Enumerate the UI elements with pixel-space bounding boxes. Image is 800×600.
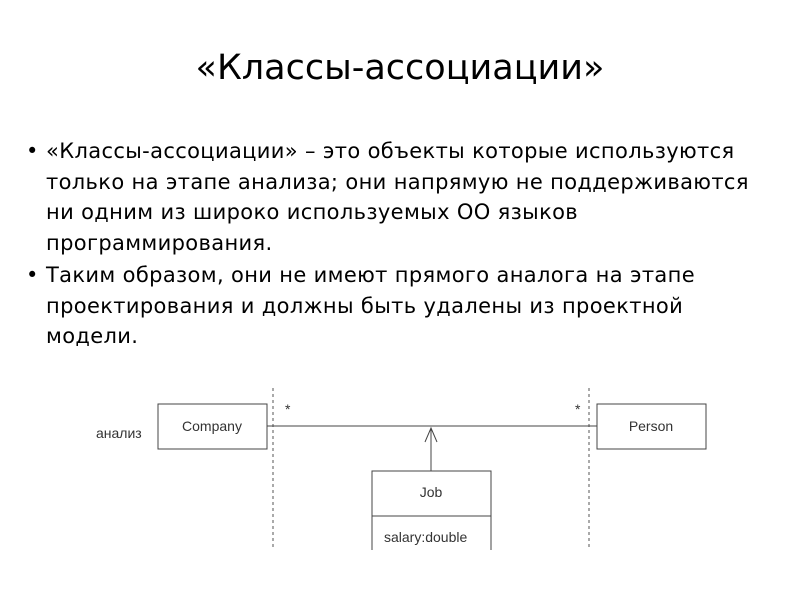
bullet-text: Таким образом, они не имеют прямого аналога на этапе проектирования и должны быть удалены из проектной модели. [46,263,695,348]
bullet-marker: • [26,263,39,287]
uml-diagram [0,380,800,550]
slide-title: «Классы-ассоциации» [195,48,605,88]
multiplicity-left: * [285,401,291,417]
bullet-item [26,260,776,352]
bullet-item [26,136,776,258]
class-company [158,404,267,449]
bullet-list [26,136,776,354]
bullet-text: «Классы-ассоциации» – это объекты которые используются только на этапе анализа; они напрямую не поддерживаются ни одним из широко используемых ОО языков программирования. [46,139,749,255]
stage-label: анализ [96,425,142,441]
class-job-name: Job [419,484,443,500]
class-person [597,404,706,449]
bullet-marker: • [26,139,39,163]
class-company-name: Company [182,418,242,434]
class-job-attribute: salary:double [384,529,468,545]
class-job [372,471,491,550]
class-person-name: Person [628,418,674,434]
multiplicity-right: * [575,401,581,417]
